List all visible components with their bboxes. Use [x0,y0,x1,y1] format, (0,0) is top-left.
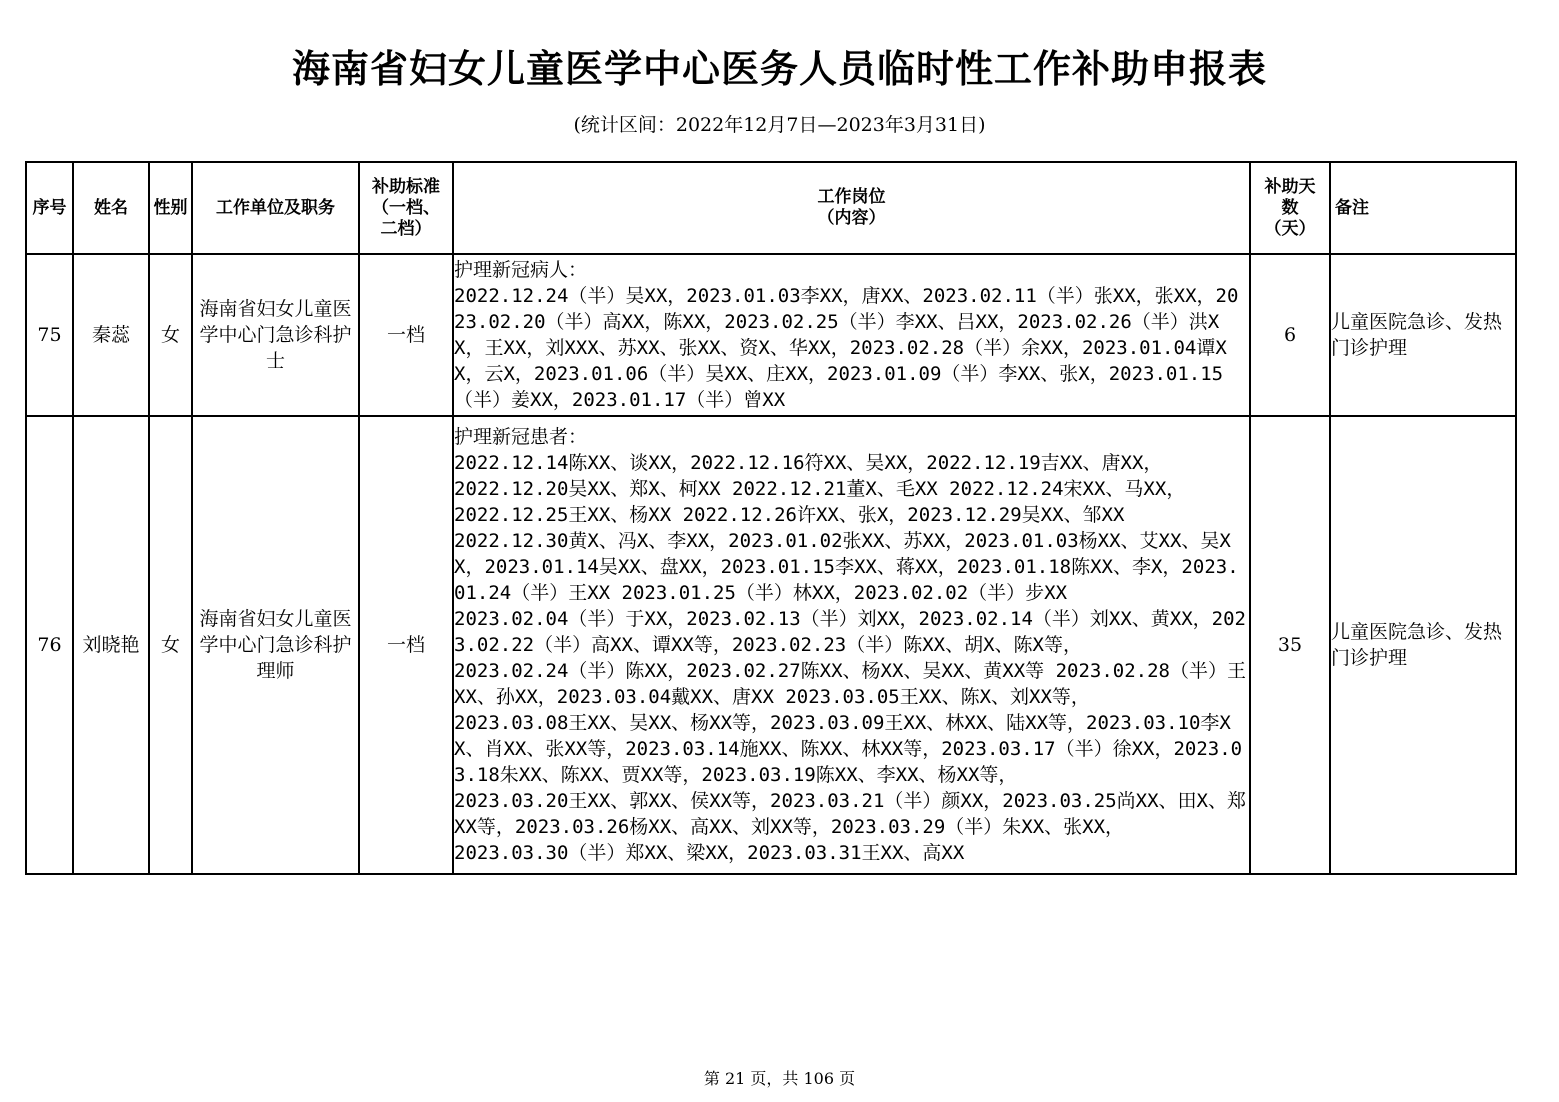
post-line: 2023.02.04（半）于XX，2023.02.13（半）刘XX，2023.02.14（半）刘XX、黄XX，2023.02.22（半）高XX、谭XX等，2023.02.23（半）陈XX、胡X、陈X等， [454,608,1246,656]
cell-remark: 儿童医院急诊、发热门诊护理 [1330,416,1516,874]
header-post [453,162,1250,254]
header-seq: 序号 [26,162,73,254]
post-line: 2022.12.24（半）吴XX，2023.01.03李XX，唐XX、2023.02.11（半）张XX，张XX，2023.02.20（半）高XX，陈XX，2023.02.25（半）李XX、吕XX，2023.02.26（半）洪XX，王XX，刘XXX、苏XX、张XX、资X、华XX，2023.02.28（半）余XX，2023.01.04谭XX，云X，2023.01.06（半）吴XX、庄XX，2023.01.09（半）李XX、张X，2023.01.15（半）姜XX，2023.01.17（半）曾XX [454,285,1239,411]
cell-post [453,416,1250,874]
header-remark: 备注 [1330,162,1516,254]
page-footer: 第 21 页，共 106 页 [703,1069,856,1088]
header-name: 姓名 [73,162,149,254]
header-days-line: 数 [1281,197,1299,218]
header-standard-line: （一档、 [372,197,440,218]
cell-standard: 一档 [359,416,453,874]
header-post-line: （内容） [817,208,886,228]
post-line: 2023.02.24（半）陈XX，2023.02.27陈XX、杨XX、吴XX、黄XX等 2023.02.28（半）王XX、孙XX，2023.03.04戴XX、唐XX 2023.03.05王XX、陈X、刘XX等， [454,660,1246,708]
cell-name: 刘晓艳 [73,416,149,874]
cell-remark: 儿童医院急诊、发热门诊护理 [1330,254,1516,416]
cell-standard: 一档 [359,254,453,416]
header-days [1250,162,1330,254]
header-gender: 性别 [149,162,192,254]
table-row [26,416,1516,874]
page-title: 海南省妇女儿童医学中心医务人员临时性工作补助申报表 [291,47,1267,91]
cell-days: 35 [1250,416,1330,874]
post-line: 2022.12.30黄X、冯X、李XX，2023.01.02张XX、苏XX，2023.01.03杨XX、艾XX、吴XX，2023.01.14吴XX、盘XX，2023.01.15李XX、蒋XX，2023.01.18陈XX、李X，2023.01.24（半）王XX 2023.01.25（半）林XX，2023.02.02（半）步XX [454,530,1239,604]
post-line: 2023.03.20王XX、郭XX、侯XX等，2023.03.21（半）颜XX，2023.03.25尚XX、田X、郑XX等，2023.03.26杨XX、高XX、刘XX等，2023.03.29（半）朱XX、张XX， [454,790,1246,838]
header-unit: 工作单位及职务 [192,162,359,254]
subsidy-report-table [25,161,1517,875]
header-standard-line: 二档） [380,218,432,239]
cell-seq: 76 [26,416,73,874]
header-standard-line: 补助标准 [372,176,440,197]
post-line: 2022.12.20吴XX、郑X、柯XX 2022.12.21董X、毛XX 2022.12.24宋XX、马XX， [454,478,1186,500]
cell-seq: 75 [26,254,73,416]
statistics-period: (统计区间：2022年12月7日—2023年3月31日) [573,114,986,136]
cell-unit: 海南省妇女儿童医学中心门急诊科护士 [192,254,359,416]
post-line: 护理新冠患者： [454,426,588,448]
cell-days: 6 [1250,254,1330,416]
cell-gender: 女 [149,416,192,874]
post-line: 护理新冠病人： [454,259,588,281]
header-post-line: 工作岗位 [817,187,886,207]
cell-gender: 女 [149,254,192,416]
table-row [26,254,1516,416]
post-line: 2023.03.08王XX、吴XX、杨XX等，2023.03.09王XX、林XX、陆XX等，2023.03.10李XX、肖XX、张XX等，2023.03.14施XX、陈XX、林XX等，2023.03.17（半）徐XX，2023.03.18朱XX、陈XX、贾XX等，2023.03.19陈XX、李XX、杨XX等， [454,712,1243,786]
header-days-line: 补助天 [1264,176,1316,197]
cell-name: 秦蕊 [73,254,149,416]
post-line: 2023.03.30（半）郑XX、梁XX，2023.03.31王XX、高XX [454,842,965,864]
header-row [26,162,1516,254]
header-days-line: （天） [1264,218,1316,239]
cell-post [453,254,1250,416]
post-line: 2022.12.14陈XX、谈XX，2022.12.16符XX、吴XX，2022.12.19吉XX、唐XX， [454,452,1163,474]
post-line: 2022.12.25王XX、杨XX 2022.12.26许XX、张X，2023.12.29吴XX、邹XX [454,504,1125,526]
header-standard [359,162,453,254]
cell-unit: 海南省妇女儿童医学中心门急诊科护理师 [192,416,359,874]
